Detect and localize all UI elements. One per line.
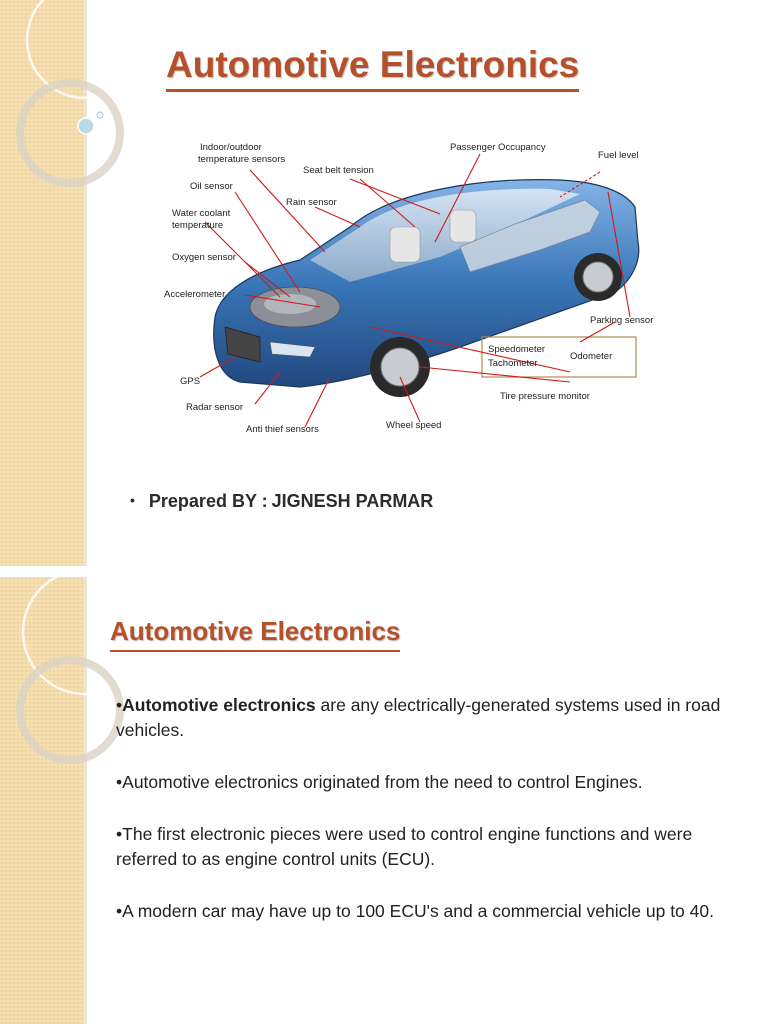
author-name: JIGNESH PARMAR xyxy=(271,491,434,511)
bullet-item xyxy=(116,770,746,795)
bullet-text: Automotive electronics originated from the need to control Engines. xyxy=(122,772,643,792)
label-seat-belt-tension: Seat belt tension xyxy=(303,165,374,176)
bullet-text: are any electrically-generated systems used in road vehicles. xyxy=(116,695,721,740)
label-accelerometer: Accelerometer xyxy=(164,289,226,300)
label-radar-sensor: Radar sensor xyxy=(186,402,244,413)
label-temperature-sensors: temperature sensors xyxy=(198,154,286,165)
label-oil-sensor: Oil sensor xyxy=(190,181,233,192)
label-odometer: Odometer xyxy=(570,351,613,362)
label-passenger-occupancy: Passenger Occupancy xyxy=(450,142,546,153)
label-tire-pressure-monitor: Tire pressure monitor xyxy=(500,391,590,402)
slide-2 xyxy=(0,577,768,1024)
label-anti-thief-sensors: Anti thief sensors xyxy=(246,424,319,435)
page-gap xyxy=(0,566,768,577)
car-illustration-icon xyxy=(160,132,680,442)
section-title xyxy=(110,616,400,647)
label-rain-sensor: Rain sensor xyxy=(286,197,337,208)
label-tachometer: Tachometer xyxy=(488,358,538,369)
page-title xyxy=(166,44,579,86)
label-speedometer: Speedometer xyxy=(488,344,546,355)
title-text: Automotive Electronics xyxy=(110,616,401,646)
bullet-item xyxy=(116,693,746,743)
prepared-by-line xyxy=(130,491,433,512)
title-text: Automotive Electronics xyxy=(166,44,580,85)
bullet-icon: • xyxy=(116,695,123,715)
bullet-icon: • xyxy=(116,901,123,921)
circle-ornament-icon xyxy=(0,0,140,220)
bullet-text: The first electronic pieces were used to control engine functions and were referred to as engine control units (ECU). xyxy=(116,824,693,869)
title-underline xyxy=(166,89,579,92)
label-temperature: temperature xyxy=(172,220,224,231)
label-fuel-level: Fuel level xyxy=(598,150,639,161)
label-oxygen-sensor: Oxygen sensor xyxy=(172,252,236,263)
car-sensor-diagram xyxy=(160,132,680,442)
bullet-icon: • xyxy=(130,492,135,508)
label-indoor-outdoor: Indoor/outdoor xyxy=(200,142,262,153)
label-gps: GPS xyxy=(180,376,201,387)
label-water-coolant: Water coolant xyxy=(172,208,231,219)
bullet-icon: • xyxy=(116,824,123,844)
bullet-item xyxy=(116,899,746,924)
bullet-icon: • xyxy=(116,772,123,792)
title-underline xyxy=(110,650,400,652)
bullet-text: A modern car may have up to 100 ECU's and a commercial vehicle up to 40. xyxy=(122,901,714,921)
bullet-list xyxy=(116,693,746,951)
bullet-bold-text: Automotive electronics xyxy=(122,695,316,715)
label-wheel-speed: Wheel speed xyxy=(386,420,442,431)
prepared-by-label: Prepared BY : xyxy=(148,491,268,511)
label-parking-sensor: Parking sensor xyxy=(590,315,654,326)
bullet-item xyxy=(116,822,746,872)
